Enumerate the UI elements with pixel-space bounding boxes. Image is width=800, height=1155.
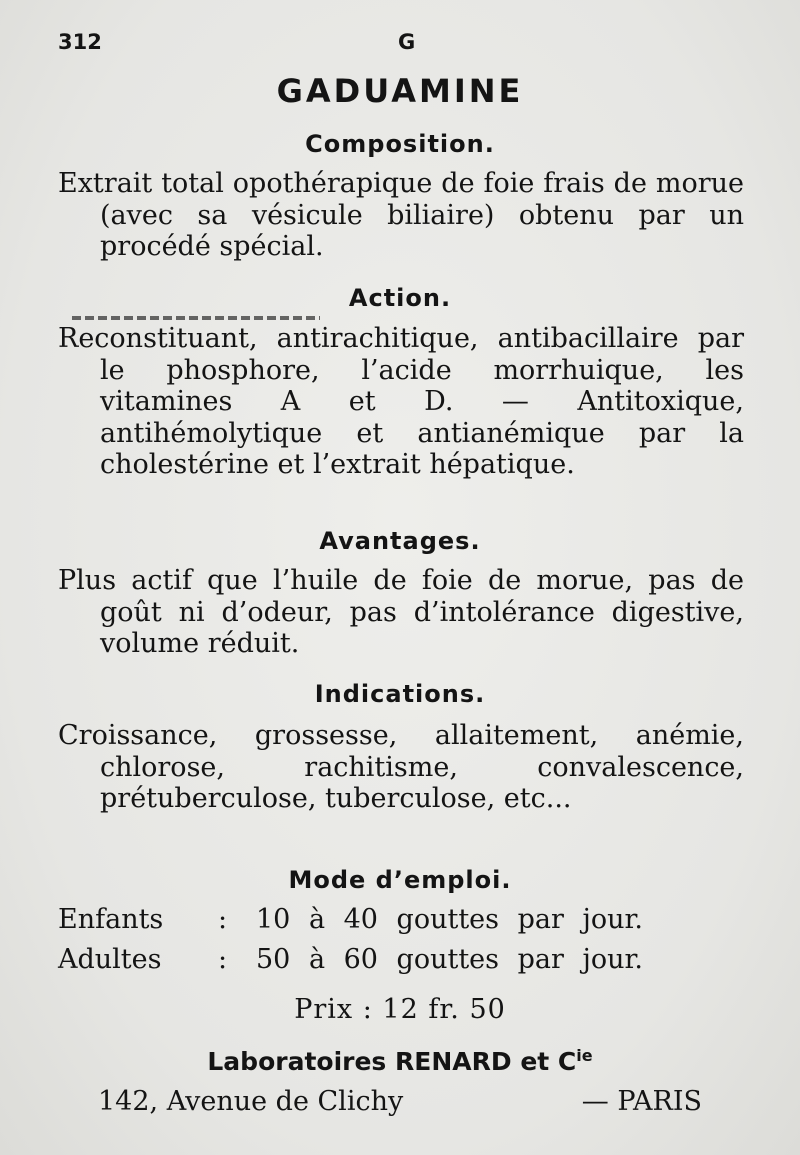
dosage-who: Adultes (58, 944, 162, 975)
action-text: Reconstituant, antirachitique, antibacillaire par le phosphore, l’acide morrhuique, les vitamines A et D. — Antitoxique, antihémolytique et antianémique par la cholestérine et l’extrait hépatique. (58, 323, 744, 481)
product-title: GADUAMINE (276, 72, 524, 110)
price: Prix : 12 fr. 50 (294, 994, 506, 1025)
laboratory-label: Laboratoires RENARD et C (207, 1047, 577, 1076)
dosage-who: Enfants (58, 904, 164, 935)
composition-text: Extrait total opothérapique de foie frais de morue (avec sa vésicule biliaire) obtenu par un procédé spécial. (58, 168, 744, 263)
mode-heading: Mode d’emploi. (288, 866, 512, 894)
dosage-sep: : (218, 904, 228, 935)
section-letter: G (398, 30, 416, 54)
indications-text: Croissance, grossesse, allaitement, anémie, chlorose, rachitisme, convalescence, prétuberculose, tuberculose, etc... (58, 720, 744, 815)
laboratory-suffix: ie (576, 1046, 593, 1065)
indications-heading: Indications. (314, 680, 486, 708)
page-header (58, 30, 740, 64)
dosage-amount: 10 à 40 gouttes par jour. (256, 904, 644, 935)
dosage-sep: : (218, 944, 228, 975)
page-number: 312 (58, 30, 102, 54)
action-heading: Action. (348, 284, 452, 312)
address-city: — PARIS (581, 1086, 702, 1117)
laboratory-name (0, 1046, 800, 1076)
avantages-text: Plus actif que l’huile de foie de morue, pas de goût ni d’odeur, pas d’intolérance digestive, volume réduit. (58, 565, 744, 660)
address-street: 142, Avenue de Clichy (98, 1086, 404, 1117)
decorative-rule (72, 316, 320, 320)
dosage-amount: 50 à 60 gouttes par jour. (256, 944, 644, 975)
composition-heading: Composition. (305, 130, 495, 158)
avantages-heading: Avantages. (319, 527, 481, 555)
